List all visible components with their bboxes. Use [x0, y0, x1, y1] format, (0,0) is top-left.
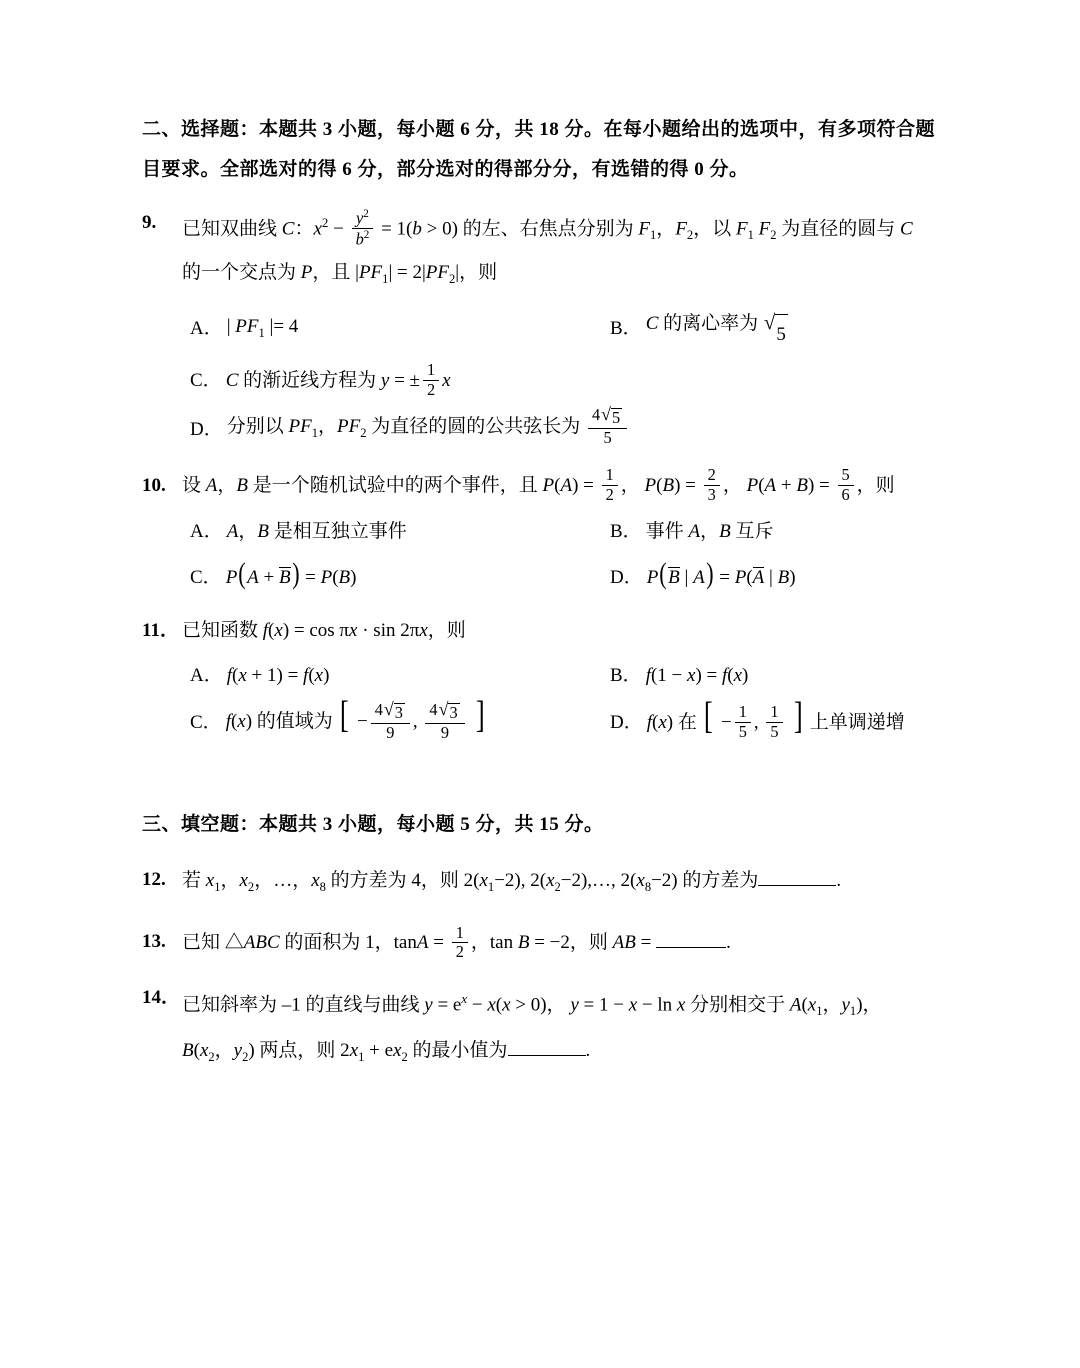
question-9-options-row-2 [190, 361, 972, 401]
q9-option-d[interactable] [190, 403, 630, 453]
q10-option-d[interactable] [610, 558, 972, 598]
question-12-number: 12. [142, 869, 166, 891]
question-11-options-row-1 [190, 656, 972, 696]
q10-option-b-label: B． [610, 520, 642, 542]
question-9-options-row-1 [190, 304, 972, 355]
q9-option-d-text: 分别以 $PF_1$，$PF_2$ 为直径的圆的公共弦长为 4 √ 5 5 [227, 407, 630, 453]
q9-option-d-label: D． [190, 418, 223, 440]
q9-option-c-text: C 的渐近线方程为 y = ± $\frac{1}{2}$ x [225, 360, 451, 400]
question-12 [142, 861, 972, 907]
q11-option-c-label: C． [190, 711, 222, 733]
answer-blank-13[interactable] [656, 930, 726, 948]
question-11 [142, 612, 972, 650]
question-11-stem: 已知函数 f(x) = cos πx · sin 2πx，则 [182, 619, 466, 641]
q10-option-b-text: 事件 A，B 互斥 [645, 520, 774, 542]
q10-option-a-text: A，B 是相互独立事件 [226, 520, 407, 542]
q11-option-d-text: f(x) 在 [ − $\frac{1}{5}$ , $\frac{1}{5}$ ] 上单调递增 [646, 694, 905, 741]
q9-stem-line2: 的一个交点为 P，且 $|PF_1| = 2|PF_2|$，则 [182, 262, 498, 286]
section-3-heading: 三、填空题：本题共 3 小题，每小题 5 分，共 15 分。 [142, 814, 604, 836]
q10-option-d-label: D． [610, 566, 643, 588]
q10-option-a-label: A． [190, 520, 223, 542]
q9-option-b-label: B． [610, 318, 642, 340]
q11-option-c-text: f(x) 的值域为 [ − 4 √ 3 9 , 4 √ 3 9 ] [225, 693, 486, 742]
q10-option-c-text: P ( A + B ) = P(B) [225, 557, 357, 590]
q11-option-a[interactable] [190, 656, 610, 696]
section-2-heading-line2: 目要求。全部选对的得 6 分，部分选对的得部分分，有选错的得 0 分。 [142, 159, 749, 180]
question-11-options-row-2 [190, 693, 972, 744]
q9-stem-text: 已知双曲线 C： [182, 218, 314, 240]
q9-fraction: $\frac{y^2}{b^2}$ [352, 208, 374, 249]
question-10-options-row-2 [190, 558, 972, 598]
q11-option-a-text: f(x + 1) = f(x) [226, 664, 330, 686]
q10-option-b[interactable] [610, 512, 972, 552]
question-10-options-row-1 [190, 512, 972, 552]
question-11-number: 11． [142, 619, 179, 641]
question-9 [142, 204, 972, 298]
question-14-text: 已知斜率为 –1 的直线与曲线 $y = e^x - x(x > 0)$， y = 1 − x − ln x 分别相交于 $A(x_1$，$y_1$)， $B(x_2$，$y_2$) 两点，则 $2x_1 + ex_2$ 的最小值为 . [182, 991, 882, 1065]
q9-option-c[interactable] [190, 361, 451, 401]
q11-option-b-text: f(1 − x) = f(x) [645, 664, 749, 686]
q10-option-c[interactable] [190, 558, 610, 598]
q10-option-d-text: P ( B | A ) = P(A | B) [646, 557, 796, 590]
question-13 [142, 923, 972, 963]
q11-option-c[interactable] [190, 693, 610, 744]
question-13-number: 13. [142, 931, 166, 953]
q11-option-d[interactable] [610, 694, 972, 744]
question-14 [142, 979, 972, 1077]
q14-line2: $B(x_2$，$y_2$) 两点，则 $2x_1 + ex_2$ 的最小值为 . [182, 1040, 591, 1065]
q11-option-b-label: B． [610, 664, 642, 686]
question-10 [142, 467, 972, 506]
q11-option-d-label: D． [610, 711, 643, 733]
q10-option-a[interactable] [190, 512, 610, 552]
question-14-number: 14． [142, 987, 181, 1009]
q11-option-a-label: A． [190, 664, 223, 686]
q9-option-a[interactable] [190, 304, 610, 355]
question-9-stem: 已知双曲线 C：$x^2$ − $\frac{y^2}{b^2}$ = 1(b > 0) 的左、右焦点分别为 $F_1$，$F_2$，以 $F_1$ $F_2$ 为直径的圆与 C 的一个交点为 P，且 $|PF_1| = 2|PF_2|$，则 [182, 208, 913, 286]
q9-option-c-label: C． [190, 369, 222, 391]
question-13-text: 已知 △ABC 的面积为 1，tanA = $\frac{1}{2}$ ，tan B = −2，则 AB = . [182, 922, 731, 962]
question-10-number: 10. [142, 474, 166, 496]
question-9-options-row-3 [190, 403, 972, 453]
q9-option-b-text: C 的离心率为 √ 5 [646, 304, 789, 355]
question-12-text: 若 $x_1$，$x_2$，…，$x_8$ 的方差为 4，则 $2(x_1-2)$, $2(x_2-2),\dots$, $2(x_8-2)$ 的方差为 . [182, 870, 842, 895]
q9-option-b[interactable] [610, 304, 972, 355]
question-10-stem: 设 A，B 是一个随机试验中的两个事件，且 P(A) = $\frac{1}{2}$ ， P(B) = $\frac{2}{3}$ ， P(A + B) = $\frac{5}{6}$ ，则 [182, 465, 895, 504]
question-9-number: 9. [142, 212, 157, 233]
q11-option-b[interactable] [610, 656, 972, 696]
q9-option-a-text: | $PF_1$ |= 4 [226, 315, 299, 340]
section-spacer [142, 743, 972, 789]
answer-blank-12[interactable] [758, 868, 836, 886]
q10-option-c-label: C． [190, 566, 222, 588]
page-content [142, 110, 972, 1077]
q9-option-a-label: A． [190, 318, 223, 340]
section-2-heading-line1: 二、选择题：本题共 3 小题，每小题 6 分，共 18 分。在每小题给出的选项中，有多项符合题 [142, 119, 936, 140]
answer-blank-14[interactable] [508, 1038, 586, 1056]
